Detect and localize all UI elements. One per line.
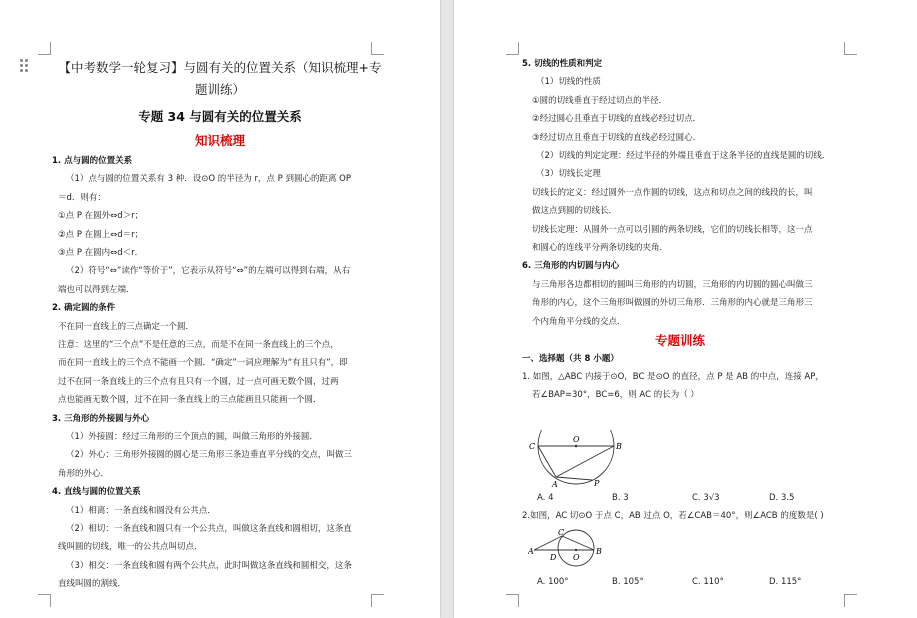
text-line: 过不在同一条直线上的三个点有且只有一个圆，过一点可画无数个圆，过两 [58, 376, 339, 387]
text-line: 点也能画无数个圆，过不在同一条直线上的三点能画且只能画一个圆． [58, 395, 322, 406]
document-title-line2: 题训练） [194, 82, 245, 97]
section-heading-training: 专题训练 [654, 333, 705, 348]
segment-ab [556, 446, 614, 477]
label-c: C [529, 442, 536, 451]
segment-cb [562, 536, 594, 550]
text-line: 端也可以得到左端． [58, 284, 135, 295]
question-2-line1: 2.如图，AC 切⊙O 于点 C，AB 过点 O，若∠CAB＝40°，则∠ACB 的度数是( ) [522, 511, 824, 521]
label-d: D [550, 553, 557, 562]
label-b: B [596, 547, 602, 556]
text-line: （3）相交：一条直线和圆有两个公共点，此时叫做这条直线和圆相交，这条 [66, 560, 352, 571]
text-line: ③经过切点且垂直于切线的直线必经过圆心． [532, 132, 702, 143]
text-line: ①点 P 在圆外⇔d＞r； [58, 211, 144, 222]
text-line: （1）相离：一条直线和圆没有公共点． [66, 505, 216, 516]
label-o: O [573, 553, 580, 562]
text-line: （2）相切：一条直线和圆只有一个公共点，叫做这条直线和圆相切，这条直 [66, 524, 352, 534]
text-line: 不在同一直线上的三点确定一个圆． [58, 321, 195, 332]
center-point [575, 549, 577, 551]
question-1-line2: 若∠BAP=30°，BC=6，则 AC 的长为（ ） [532, 390, 699, 400]
text-line: 与三角形各边都相切的圆叫三角形的内切圆，三角形的内切圆的圆心叫做三 [532, 279, 813, 290]
text-line: （1）点与圆的位置关系有 3 种．设⊙O 的半径为 r，点 P 到圆心的距离 OP [66, 174, 351, 185]
label-o: O [573, 435, 580, 444]
center-point [575, 445, 578, 448]
question-1-option-c[interactable]: C. 3√3 [692, 493, 720, 503]
label-a: A [552, 480, 558, 489]
label-b: B [616, 442, 622, 451]
question-1-line1: 1. 如图，△ABC 内接于⊙O，BC 是⊙O 的直径，点 P 是 AB 的中点，连接 AP， [522, 372, 824, 382]
text-line: ②经过圆心且垂直于切线的直线必经过切点． [532, 114, 702, 125]
document-page-left [0, 0, 440, 618]
section-heading-item: 3. 三角形的外接圆与外心 [52, 413, 150, 424]
crop-mark [506, 42, 519, 55]
label-a: A [528, 547, 534, 556]
question-1-figure [528, 430, 628, 490]
crop-mark [506, 594, 519, 607]
section-heading-item: 6. 三角形的内切圆与内心 [522, 261, 620, 272]
question-2-option-c[interactable]: C. 110° [692, 577, 724, 587]
section-heading: 知识梳理 [194, 133, 245, 148]
section-heading-item: 5. 切线的性质和判定 [522, 59, 603, 69]
text-line: （1）外接圆：经过三角形的三个顶点的圆，叫做三角形的外接圆． [66, 432, 318, 442]
question-2-option-d[interactable]: D. 115° [769, 577, 802, 587]
text-line: 线叫圆的切线，唯一的公共点叫切点． [58, 542, 203, 553]
text-line: 直线叫圆的割线． [58, 579, 127, 590]
label-p: P [594, 479, 600, 488]
text-line: ③点 P 在圆内⇔d＜r． [58, 248, 144, 258]
text-line: 角形的外心． [58, 468, 110, 479]
crop-mark [371, 42, 384, 55]
text-line: 和圆心的连线平分两条切线的夹角． [532, 243, 669, 253]
text-line: （2）符号“⇔”读作“等价于”，它表示从符号“⇔”的左端可以得到右端，从右 [66, 266, 351, 277]
text-line: （2）外心：三角形外接圆的圆心是三角形三条边垂直平分线的交点，叫做三 [66, 450, 352, 461]
question-1-option-a[interactable]: A. 4 [537, 493, 554, 503]
question-group-heading: 一、选择题（共 8 小题） [522, 354, 619, 364]
text-line: 做这点到圆的切线长． [532, 206, 618, 217]
segment-ap [556, 477, 592, 480]
document-title-line1: 【中考数学一轮复习】与圆有关的位置关系（知识梳理+专 [58, 60, 382, 75]
text-line: 而在同一直线上的三个点不能画一个圆．“确定”一词应理解为“有且只有”，即 [58, 358, 348, 369]
drag-handle-icon[interactable] [20, 59, 28, 73]
text-line: ②点 P 在圆上⇔d＝r； [58, 229, 144, 240]
crop-mark [844, 42, 857, 55]
text-line: 切线长定理：从圆外一点可以引圆的两条切线，它们的切线长相等，这一点 [532, 224, 813, 235]
text-line: （3）切线长定理 [536, 169, 601, 180]
topic-subtitle: 专题 34 与圆有关的位置关系 [138, 109, 302, 124]
crop-mark [38, 42, 51, 55]
question-2-figure [528, 528, 608, 568]
text-line: 切线长的定义：经过圆外一点作圆的切线，这点和切点之间的线段的长，叫 [532, 187, 813, 198]
section-heading-item: 2. 确定圆的条件 [52, 303, 116, 314]
section-heading-item: 4. 直线与圆的位置关系 [52, 487, 141, 498]
crop-mark [844, 594, 857, 607]
text-line: （2）切线的判定定理：经过半径的外端且垂直于这条半径的直线是圆的切线． [536, 151, 831, 161]
question-2-option-b[interactable]: B. 105° [612, 577, 644, 587]
question-2-option-a[interactable]: A. 100° [537, 577, 569, 587]
crop-mark [38, 594, 51, 607]
question-1-option-d[interactable]: D. 3.5 [769, 493, 795, 503]
text-line: ＝d．则有： [58, 192, 106, 203]
question-1-option-b[interactable]: B. 3 [612, 493, 629, 503]
section-heading-item: 1. 点与圆的位置关系 [52, 156, 133, 166]
text-line: 个内角角平分线的交点． [532, 316, 626, 327]
segment-ca [538, 446, 556, 477]
text-line: 角形的内心，这个三角形叫做圆的外切三角形．三角形的内心就是三角形三 [532, 298, 813, 309]
label-c: C [558, 528, 565, 537]
crop-mark [371, 594, 384, 607]
text-line: 注意：这里的“三个点”不是任意的三点，而是不在同一条直线上的三个点， [58, 340, 339, 350]
text-line: ①圆的切线垂直于经过切点的半径． [532, 95, 668, 106]
text-line: （1）切线的性质 [536, 77, 601, 88]
